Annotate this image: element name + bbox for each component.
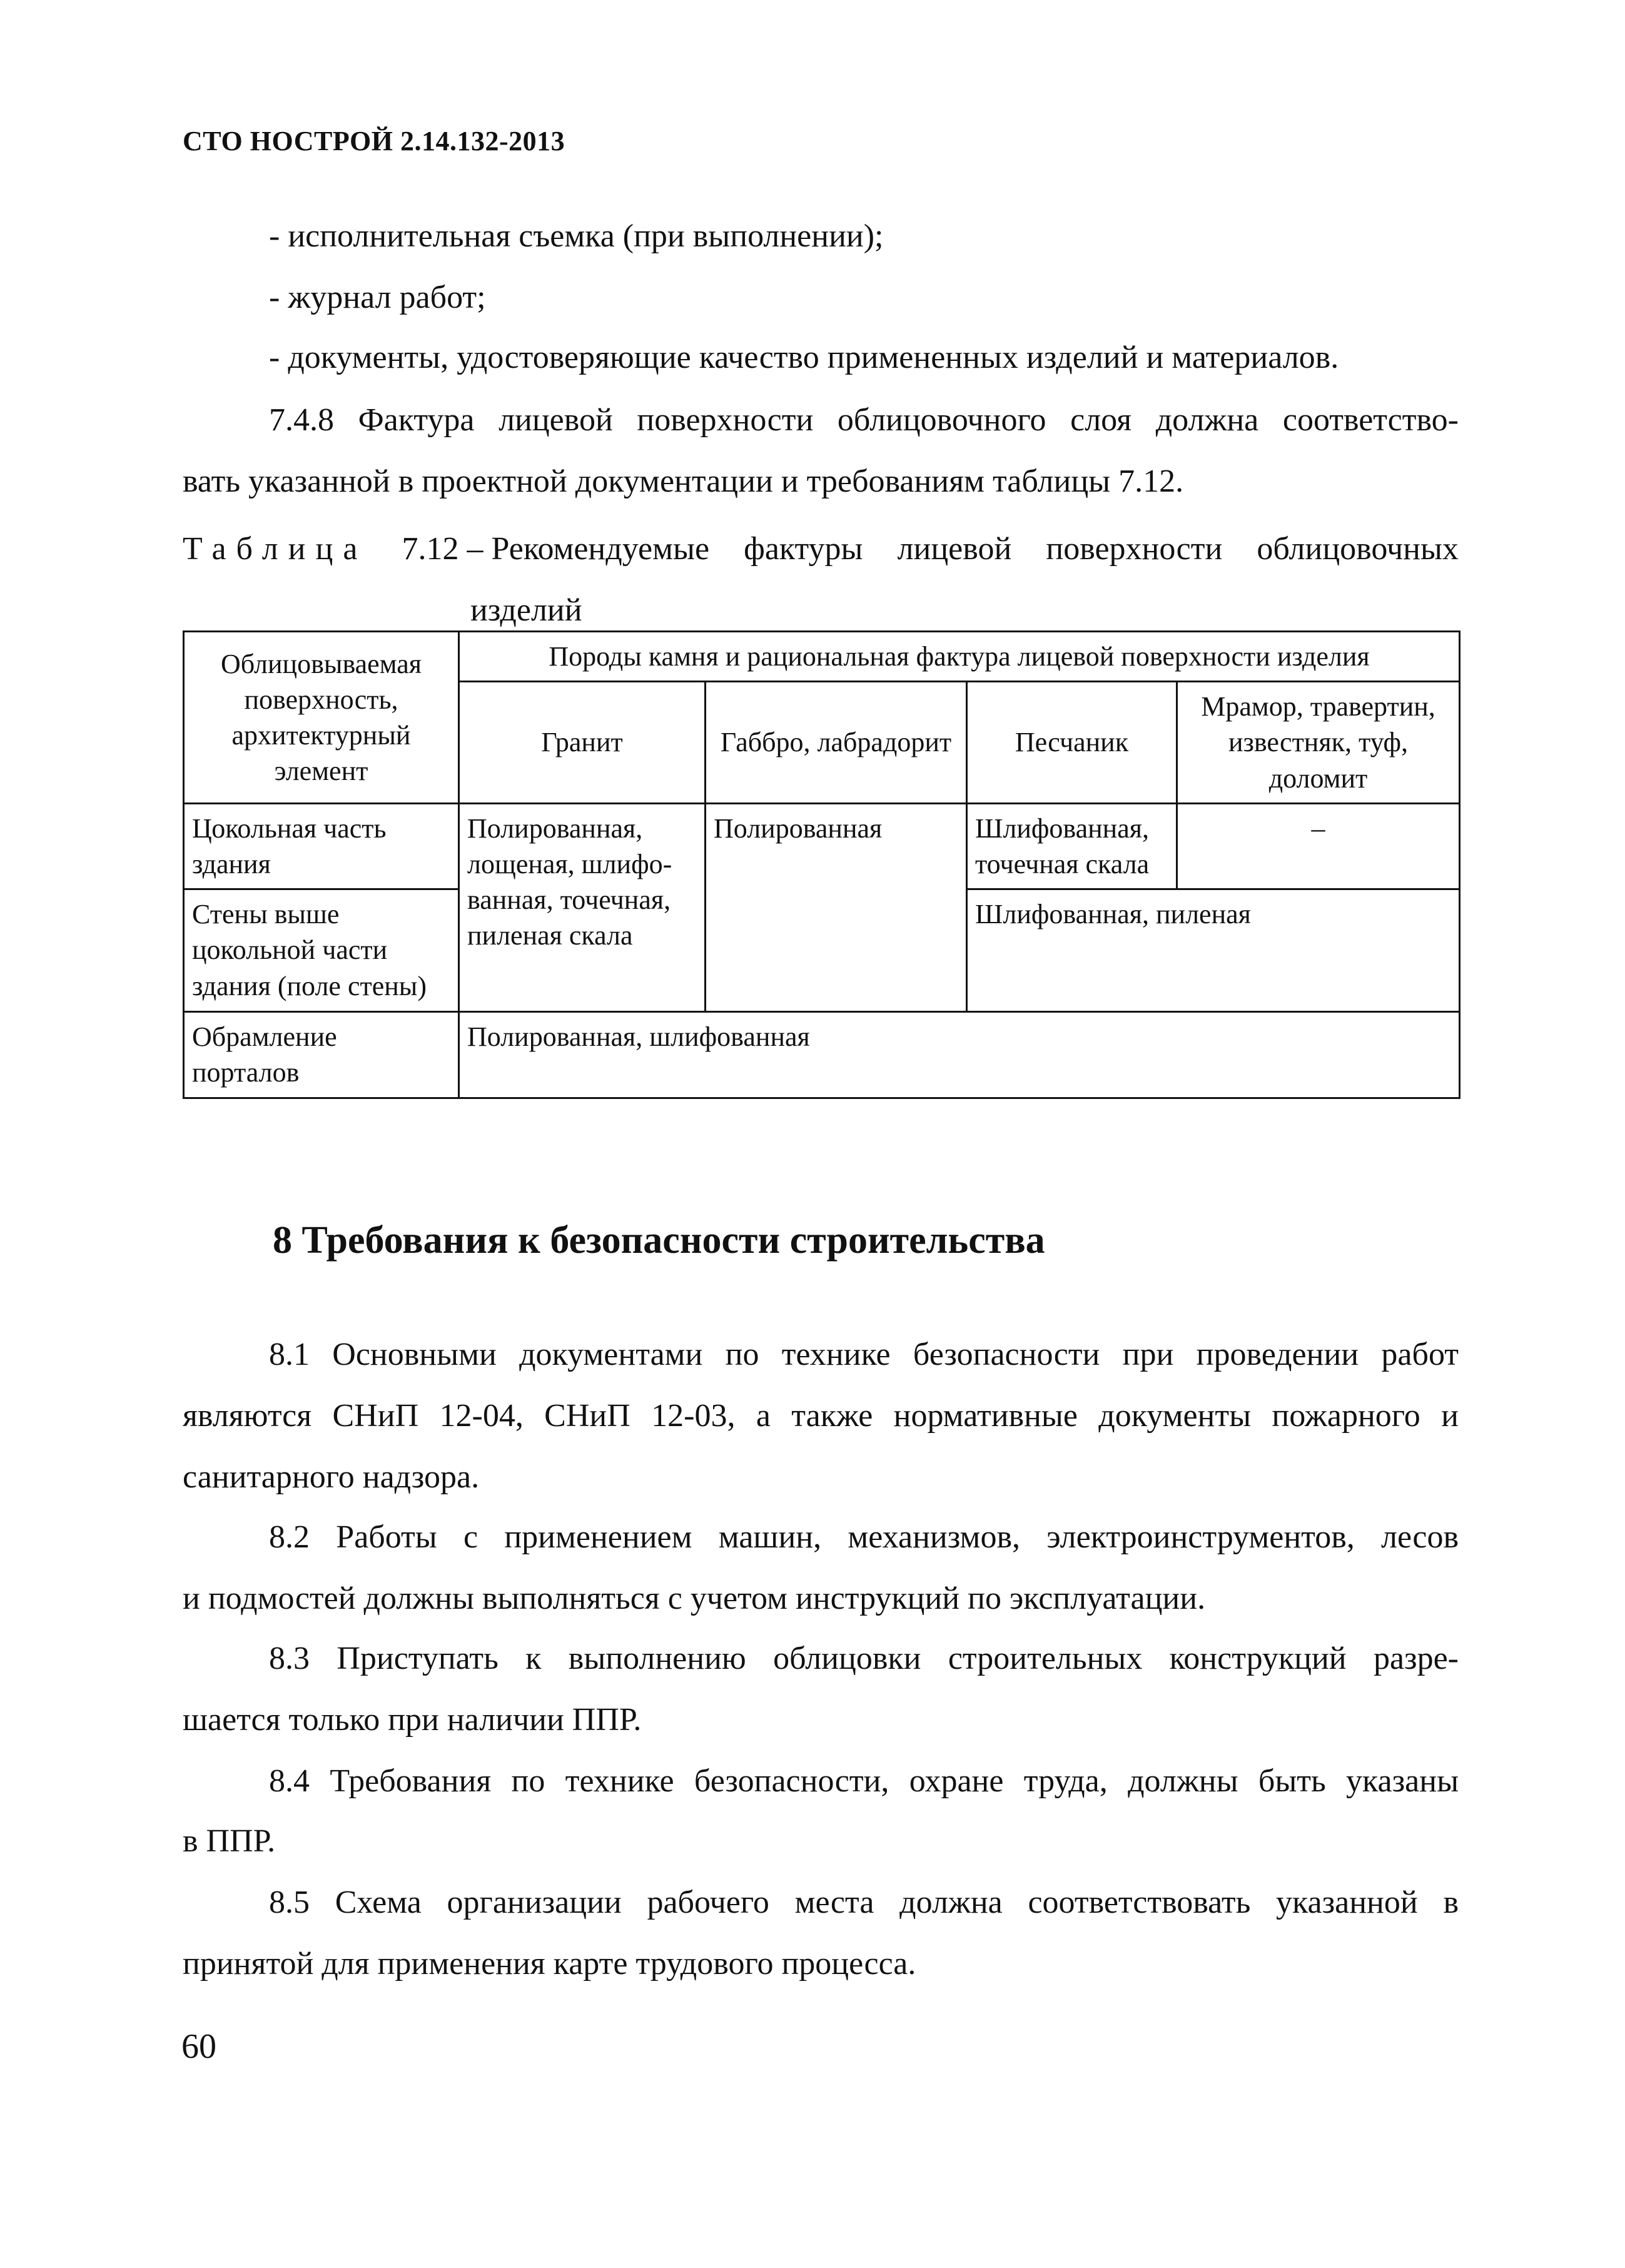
table-caption-word: лицевой: [897, 531, 1012, 567]
paragraph-line: санитарного надзора.: [183, 1459, 480, 1495]
paragraph-line: шается только при наличии ППР.: [183, 1702, 642, 1738]
standard-code-header: СТО НОСТРОЙ 2.14.132-2013: [183, 126, 565, 156]
surface-cell: Стены выше цокольной части здания (поле стены): [184, 889, 459, 1012]
marble-cell: –: [1177, 803, 1460, 889]
table-caption-continuation: изделий: [470, 592, 582, 628]
stone-group-header: Породы камня и рациональная фактура лицевой поверхности изделия: [459, 632, 1460, 682]
table-caption-number: 7.12: [402, 531, 459, 567]
paragraph-line: 8.1 Основными документами по технике безопасности при проведении работ: [269, 1337, 1459, 1372]
paragraph-line: и подмостей должны выполняться с учетом инструкций по эксплуатации.: [183, 1581, 1206, 1616]
table-caption-word: облицовочных: [1257, 531, 1459, 567]
paragraph-line: в ППР.: [183, 1823, 276, 1859]
section-title: 8 Требования к безопасности строительства: [273, 1219, 1045, 1262]
list-item: - журнал работ;: [269, 280, 486, 315]
list-item: - документы, удостоверяющие качество примененных изделий и материалов.: [269, 340, 1339, 375]
table-caption-dash: –: [467, 531, 483, 567]
granite-cell: Полированная, лощеная, шлифо-ванная, точечная, пиленая скала: [459, 803, 706, 1011]
sandstone-marble-cell: Шлифованная, пиленая: [967, 889, 1460, 1012]
table-caption-number-dash: [402, 530, 710, 567]
table-caption: [183, 530, 1459, 567]
table-header-row: [184, 632, 1460, 682]
paragraph-line: вать указанной в проектной документации и требованиям таблицы 7.12.: [183, 463, 1184, 499]
granite-header: Гранит: [459, 682, 706, 804]
paragraph-line: 7.4.8 Фактура лицевой поверхности облицовочного слоя должна соответство-: [269, 402, 1459, 438]
table-row: [184, 803, 1460, 889]
all-stones-cell: Полированная, шлифованная: [459, 1012, 1460, 1098]
table-row: [184, 1012, 1460, 1098]
page-number: 60: [181, 2027, 216, 2066]
sandstone-header: Песчаник: [967, 682, 1177, 804]
table-caption-word: Рекомендуемые: [491, 531, 710, 567]
table-caption-label: Таблица: [183, 531, 368, 567]
paragraph-line: являются СНиП 12-04, СНиП 12-03, а также нормативные документы пожарного и: [183, 1398, 1459, 1434]
marble-header: Мрамор, травертин, известняк, туф, доломит: [1177, 682, 1460, 804]
paragraph-line: 8.5 Схема организации рабочего места должна соответствовать указанной в: [269, 1885, 1459, 1920]
table-caption-word: поверхности: [1046, 531, 1223, 567]
paragraph-line: 8.4 Требования по технике безопасности, охране труда, должны быть указаны: [269, 1763, 1459, 1799]
stone-texture-table: [183, 630, 1460, 1099]
list-item: - исполнительная съемка (при выполнении);: [269, 218, 884, 254]
surface-cell: Обрамление порталов: [184, 1012, 459, 1098]
gabbro-cell: Полированная: [706, 803, 967, 1011]
table-caption-word: фактуры: [744, 531, 863, 567]
surface-column-header: Облицовываемая поверхность, архитектурный элемент: [184, 632, 459, 804]
paragraph-line: 8.3 Приступать к выполнению облицовки строительных конструкций разре-: [269, 1641, 1459, 1676]
sandstone-cell: Шлифованная, точечная скала: [967, 803, 1177, 889]
paragraph-line: 8.2 Работы с применением машин, механизмов, электроинструментов, лесов: [269, 1519, 1459, 1555]
gabbro-header: Габбро, лабрадорит: [706, 682, 967, 804]
surface-cell: Цокольная часть здания: [184, 803, 459, 889]
paragraph-line: принятой для применения карте трудового процесса.: [183, 1946, 916, 1982]
